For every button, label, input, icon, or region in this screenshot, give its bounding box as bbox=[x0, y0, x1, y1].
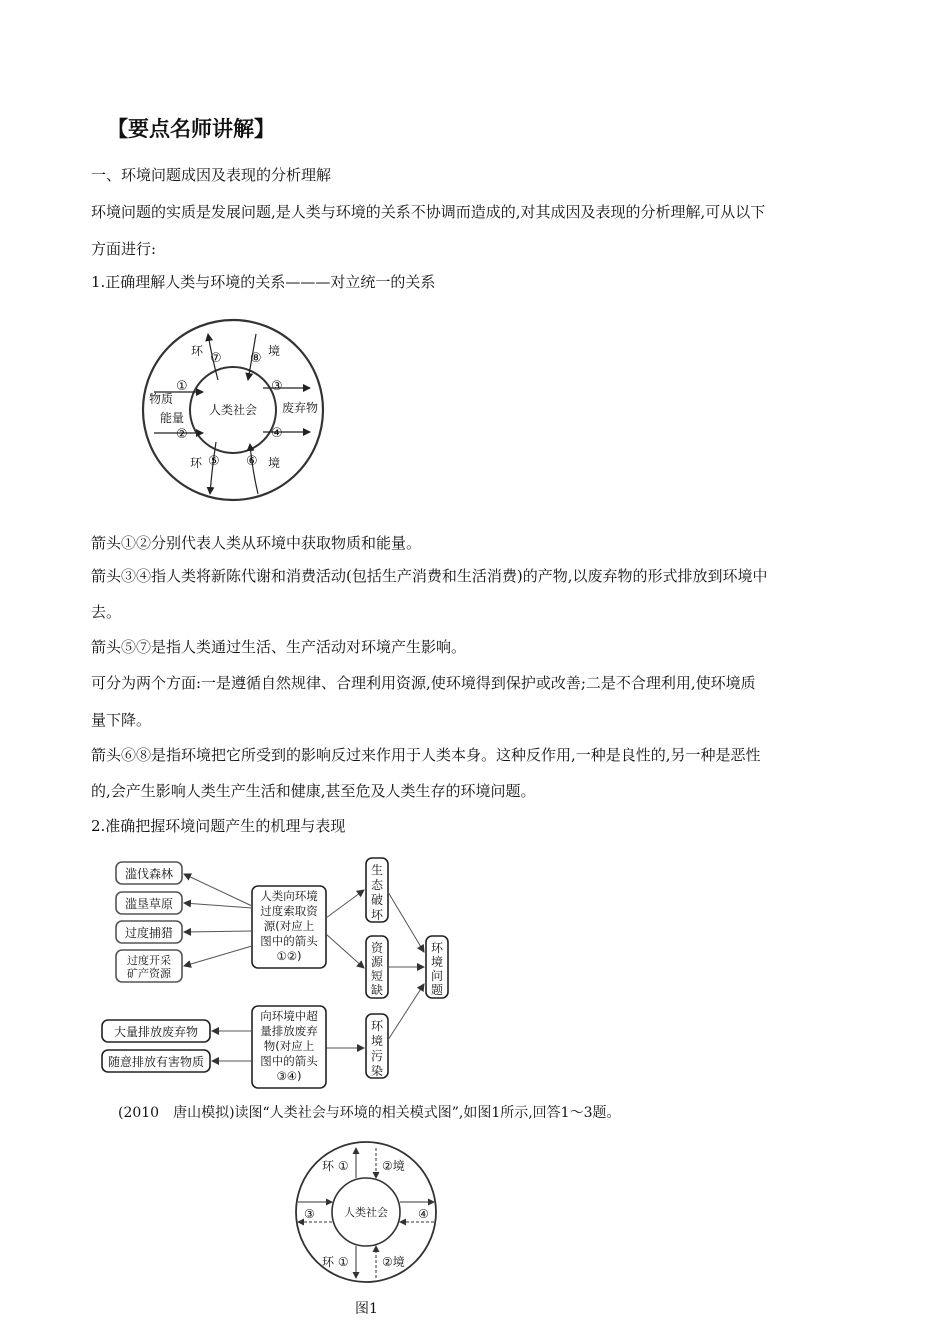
svg-text:过度索取资: 过度索取资 bbox=[260, 904, 318, 918]
svg-text:染: 染 bbox=[370, 1064, 384, 1078]
num-4: ④ bbox=[271, 426, 283, 441]
svg-text:①②): ①②) bbox=[276, 949, 302, 963]
svg-text:缺: 缺 bbox=[370, 983, 384, 997]
svg-text:源: 源 bbox=[370, 955, 384, 969]
point-1-heading: 1.正确理解人类与环境的关系———对立统一的关系 bbox=[91, 273, 436, 291]
arrow-6 bbox=[250, 444, 258, 494]
figure-caption: 图1 bbox=[355, 1301, 378, 1317]
explain-line-8: 的,会产生影响人类生产生活和健康,甚至危及人类生存的环境问题。 bbox=[91, 782, 536, 800]
svg-text:短: 短 bbox=[370, 969, 384, 983]
box-environment-problem bbox=[426, 936, 448, 998]
svg-text:图中的箭头: 图中的箭头 bbox=[260, 934, 318, 948]
svg-text:境: 境 bbox=[370, 1034, 384, 1048]
center-label: 人类社会 bbox=[208, 403, 258, 417]
svg-text:③④): ③④) bbox=[276, 1069, 302, 1083]
svg-text:人类向环境: 人类向环境 bbox=[260, 889, 318, 903]
explain-line-3: 去。 bbox=[91, 603, 122, 621]
svg-text:向环境中超: 向环境中超 bbox=[260, 1009, 318, 1023]
svg-text:破: 破 bbox=[370, 893, 384, 907]
svg-text:矿产资源: 矿产资源 bbox=[127, 967, 171, 980]
fig1-tl: 环 ① bbox=[322, 1159, 349, 1173]
svg-text:环: 环 bbox=[430, 941, 444, 955]
box-harmful-discharge bbox=[102, 1050, 210, 1072]
explain-line-2: 箭头③④指人类将新陈代谢和消费活动(包括生产消费和生活消费)的产物,以废弃物的形式排放到环境中 bbox=[91, 567, 768, 585]
box-deforestation bbox=[116, 862, 182, 884]
box-eco-damage bbox=[366, 858, 388, 922]
svg-text:量排放废弃: 量排放废弃 bbox=[260, 1024, 318, 1038]
env-bottom-right: 境 bbox=[268, 456, 281, 470]
left-label-matter: 物质 bbox=[149, 392, 174, 406]
box-overdischarge bbox=[252, 1006, 326, 1088]
svg-text:滥垦草原: 滥垦草原 bbox=[124, 897, 174, 911]
num-3: ③ bbox=[271, 379, 283, 394]
fig1-center: 人类社会 bbox=[344, 1206, 388, 1219]
env-top-left: 环 bbox=[191, 344, 204, 358]
fig1-right: ④ bbox=[418, 1207, 429, 1221]
svg-text:问: 问 bbox=[430, 969, 444, 983]
num-5: ⑤ bbox=[208, 454, 220, 469]
env-bottom-left: 环 bbox=[190, 456, 203, 470]
num-6: ⑥ bbox=[246, 454, 258, 469]
fig1-tr: ②境 bbox=[382, 1159, 405, 1173]
svg-text:境: 境 bbox=[430, 955, 444, 969]
human-environment-diagram bbox=[138, 318, 338, 508]
explain-line-4: 箭头⑤⑦是指人类通过生活、生产活动对环境产生影响。 bbox=[91, 638, 467, 656]
explain-line-6: 量下降。 bbox=[91, 711, 152, 729]
box-pollution bbox=[366, 1014, 388, 1078]
svg-text:随意排放有害物质: 随意排放有害物质 bbox=[107, 1055, 205, 1069]
box-overexploit bbox=[252, 886, 326, 968]
box-overmining bbox=[116, 950, 182, 982]
box-resource-shortage bbox=[366, 936, 388, 998]
svg-text:过度开采: 过度开采 bbox=[127, 954, 171, 967]
num-1: ① bbox=[176, 379, 188, 394]
section-heading: 一、环境问题成因及表现的分析理解 bbox=[91, 166, 332, 184]
env-top-right: 境 bbox=[268, 344, 281, 358]
num-2: ② bbox=[176, 427, 188, 442]
svg-text:源(对应上: 源(对应上 bbox=[263, 919, 315, 933]
svg-text:过度捕猎: 过度捕猎 bbox=[124, 926, 174, 940]
left-label-energy: 能量 bbox=[160, 411, 185, 425]
box-grassland-reclamation bbox=[116, 892, 182, 914]
box-overhunting bbox=[116, 921, 182, 943]
num-7: ⑦ bbox=[210, 351, 222, 366]
box-mass-waste bbox=[102, 1020, 210, 1042]
svg-text:大量排放废弃物: 大量排放废弃物 bbox=[113, 1025, 199, 1039]
svg-text:环: 环 bbox=[370, 1019, 384, 1033]
figure-1-diagram bbox=[294, 1138, 444, 1288]
svg-text:题: 题 bbox=[430, 983, 444, 997]
svg-text:态: 态 bbox=[370, 878, 384, 892]
explain-line-7: 箭头⑥⑧是指环境把它所受到的影响反过来作用于人类本身。这种反作用,一种是良性的,另一种是恶性 bbox=[91, 746, 761, 764]
num-8: ⑧ bbox=[250, 351, 262, 366]
svg-text:坏: 坏 bbox=[370, 908, 384, 922]
point-2-heading: 2.准确把握环境问题产生的机理与表现 bbox=[91, 817, 346, 835]
svg-text:滥伐森林: 滥伐森林 bbox=[124, 867, 174, 881]
mechanism-flow-diagram bbox=[98, 852, 458, 1092]
intro-line-1: 环境问题的实质是发展问题,是人类与环境的关系不协调而造成的,对其成因及表现的分析理解,可从以下 bbox=[91, 203, 766, 221]
intro-line-2: 方面进行: bbox=[91, 240, 157, 258]
fig1-bl: 环 ① bbox=[322, 1255, 349, 1269]
svg-text:物(对应上: 物(对应上 bbox=[263, 1039, 315, 1053]
svg-text:污: 污 bbox=[370, 1049, 384, 1063]
svg-text:生: 生 bbox=[370, 863, 384, 877]
fig1-left: ③ bbox=[304, 1207, 315, 1221]
section-title: 【要点名师讲解】 bbox=[107, 117, 275, 141]
svg-text:资: 资 bbox=[370, 941, 384, 955]
explain-line-5: 可分为两个方面:一是遵循自然规律、合理利用资源,使环境得到保护或改善;二是不合理利用,使环境质 bbox=[91, 674, 756, 692]
right-label-waste: 废弃物 bbox=[282, 401, 319, 415]
fig1-br: ②境 bbox=[382, 1255, 405, 1269]
question-text: (2010 唐山模拟)读图“人类社会与环境的相关模式图”,如图1所示,回答1～3题。 bbox=[118, 1105, 621, 1121]
svg-text:图中的箭头: 图中的箭头 bbox=[260, 1054, 318, 1068]
explain-line-1: 箭头①②分别代表人类从环境中获取物质和能量。 bbox=[91, 534, 422, 552]
